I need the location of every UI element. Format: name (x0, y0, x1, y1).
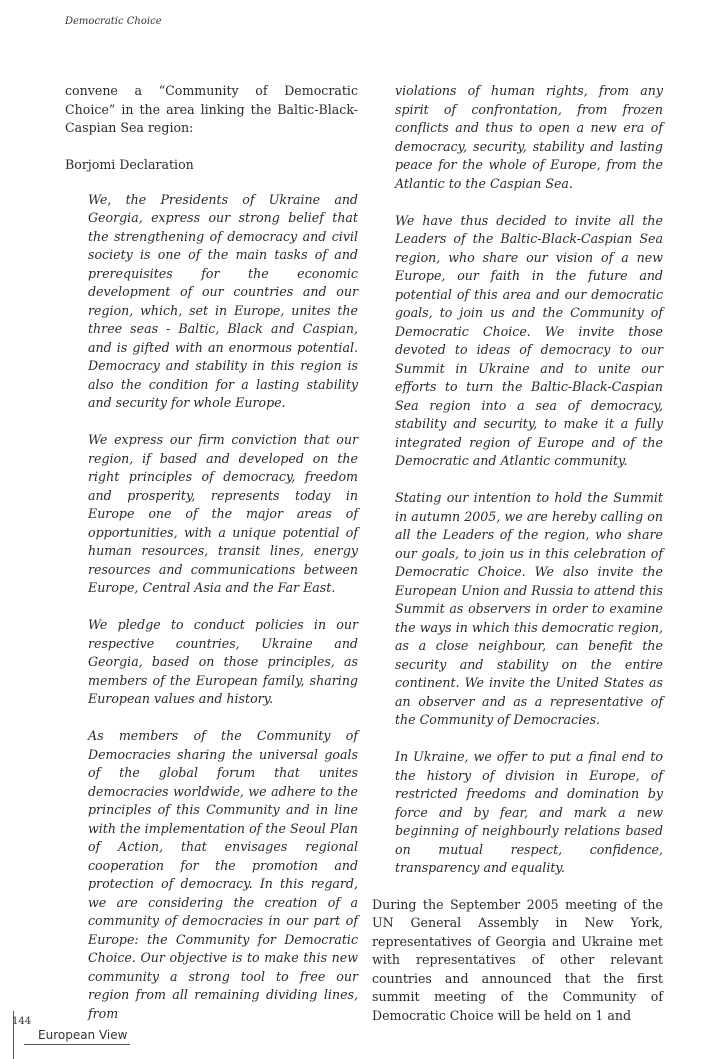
left-column (65, 82, 358, 1023)
running-head: Democratic Choice (65, 16, 162, 27)
declaration-paragraph: Stating our intention to hold the Summit in autumn 2005, we are hereby calling on all the Leaders of the region, who share our goals, to join us in this celebration of Democratic Choice. We also invite the European Union and Russia to attend this Summit as observers in order to examine the ways in which this democratic region, as a close neighbour, can benefit the security and stability on the entire continent. We invite the United States as an observer and as a representative of the Community of Democracies. (395, 490, 663, 727)
declaration-paragraph: We pledge to conduct policies in our respective countries, Ukraine and Georgia, based on those principles, as members of the European family, sharing European values and history. (88, 617, 358, 706)
right-column (372, 82, 663, 1025)
declaration-paragraph: We express our firm conviction that our region, if based and developed on the right principles of democracy, freedom and prosperity, represents today in Europe one of the major areas of opportunities, with a unique potential of human resources, transit lines, energy resources and communications between Europe, Central Asia and the Far East. (88, 432, 358, 595)
declaration-paragraph: violations of human rights, from any spirit of confrontation, from frozen conflicts and thus to open a new era of democracy, security, stability and lasting peace for the whole of Europe, from the Atlantic to the Caspian Sea. (395, 83, 663, 191)
declaration-paragraph: In Ukraine, we offer to put a final end to the history of division in Europe, of restricted freedoms and domination by force and by fear, and mark a new beginning of neighbourly relations based on mutual respect, confidence, transparency and equality. (395, 749, 663, 875)
declaration-paragraph: We, the Presidents of Ukraine and Georgia, express our strong belief that the strengthening of democracy and civil society is one of the main tasks of and prerequisites for the economic development of our countries and our region, which, set in Europe, unites the three seas - Baltic, Black and Caspian, and is gifted with an enormous potential. Democracy and stability in this region is also the condition for a lasting stability and security for whole Europe. (88, 191, 358, 410)
page-number: 144 (12, 1016, 32, 1027)
declaration-heading: Borjomi Declaration (65, 157, 194, 172)
declaration-paragraph: As members of the Community of Democracies sharing the universal goals of the global forum that unites democracies worldwide, we adhere to the principles of this Community and in line with the implementation of the Seoul Plan of Action, that envisages regional cooperation for the promotion and protection of democracy. In this regard, we are considering the creation of a community of democracies in our part of Europe: the Community for Democratic Choice. Our objective is to make this new community a strong tool to free our region from all remaining dividing lines, from (88, 728, 358, 1021)
publication-name: European View (38, 1028, 128, 1042)
declaration-paragraph: We have thus decided to invite all the Leaders of the Baltic-Black-Caspian Sea region, who share our vision of a new Europe, our faith in the future and potential of this area and our democratic goals, to join us and the Community of Democratic Choice. We invite those devoted to ideas of democracy to our Summit in Ukraine and to unite our efforts to turn the Baltic-Black-Caspian Sea region into a sea of democracy, stability and security, to make it a fully integrated region of Europe and of the Democratic and Atlantic community. (395, 212, 663, 468)
footer-horizontal-rule (24, 1044, 130, 1045)
intro-paragraph: convene a “Community of Democratic Choice” in the area linking the Baltic-Black-Caspian Sea region: (65, 83, 358, 135)
closing-paragraph: During the September 2005 meeting of the UN General Assembly in New York, representatives of Georgia and Ukraine met with representatives of other relevant countries and announced that the first summit meeting of the Community of Democratic Choice will be held on 1 and (372, 896, 663, 1023)
